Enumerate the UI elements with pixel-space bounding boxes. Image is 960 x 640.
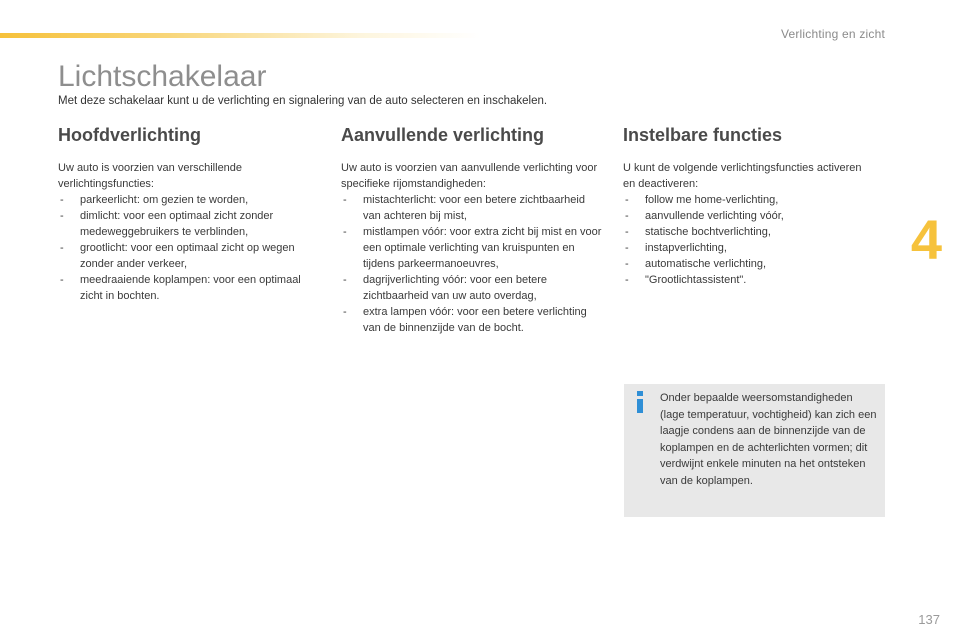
column-hoofdverlichting — [58, 124, 308, 304]
column-heading: Instelbare functies — [623, 125, 783, 145]
list-item: - extra lampen vóór: voor een betere verlichting van de binnenzijde van de bocht. — [341, 304, 603, 336]
list-item: - follow me home-verlichting, — [623, 192, 873, 208]
page-intro: Met deze schakelaar kunt u de verlichting en signalering van de auto selecteren en inschakelen. — [58, 95, 548, 107]
list-item: - mistlampen vóór: voor extra zicht bij mist en voor een optimale verlichting van kruispunten en tijdens parkeermanoeuvres, — [341, 224, 603, 272]
list-item: - automatische verlichting, — [623, 256, 873, 272]
column-aanvullende-verlichting — [341, 124, 603, 336]
header-accent-bar — [0, 33, 480, 38]
list-item: - statische bochtverlichting, — [623, 224, 873, 240]
column-heading: Aanvullende verlichting — [341, 125, 545, 145]
column-intro: U kunt de volgende verlichtingsfuncties activeren en deactiveren: — [623, 162, 862, 190]
list-item: - meedraaiende koplampen: voor een optimaal zicht in bochten. — [58, 272, 308, 304]
list-item: - instapverlichting, — [623, 240, 873, 256]
column-instelbare-functies — [623, 124, 873, 288]
page-title: Lichtschakelaar — [58, 60, 267, 93]
function-list — [58, 192, 308, 304]
list-item: - mistachterlicht: voor een betere zichtbaarheid van achteren bij mist, — [341, 192, 603, 224]
column-intro: Uw auto is voorzien van aanvullende verlichting voor specifieke rijomstandigheden: — [341, 162, 598, 190]
list-item: - "Grootlichtassistent". — [623, 272, 873, 288]
column-intro: Uw auto is voorzien van verschillende verlichtingsfuncties: — [58, 162, 243, 190]
list-item: - parkeerlicht: om gezien te worden, — [58, 192, 308, 208]
column-heading: Hoofdverlichting — [58, 125, 201, 145]
info-icon — [633, 391, 647, 413]
list-item: - dimlicht: voor een optimaal zicht zonder medeweggebruikers te verblinden, — [58, 208, 308, 240]
section-label: Verlichting en zicht — [780, 27, 885, 41]
list-item: - aanvullende verlichting vóór, — [623, 208, 873, 224]
function-list — [341, 192, 603, 336]
info-box — [624, 384, 885, 517]
page-number: 137 — [918, 612, 940, 627]
chapter-number: 4 — [910, 208, 942, 271]
list-item: - dagrijverlichting vóór: voor een betere zichtbaarheid van uw auto overdag, — [341, 272, 603, 304]
function-list — [623, 192, 873, 288]
list-item: - grootlicht: voor een optimaal zicht op wegen zonder ander verkeer, — [58, 240, 308, 272]
info-text: Onder bepaalde weersomstandigheden (lage temperatuur, vochtigheid) kan zich een laagje condens aan de binnenzijde van de koplampen en de achterlichten vormen; dit verdwijnt enkele minuten na het ontsteken van de koplampen. — [660, 392, 877, 487]
